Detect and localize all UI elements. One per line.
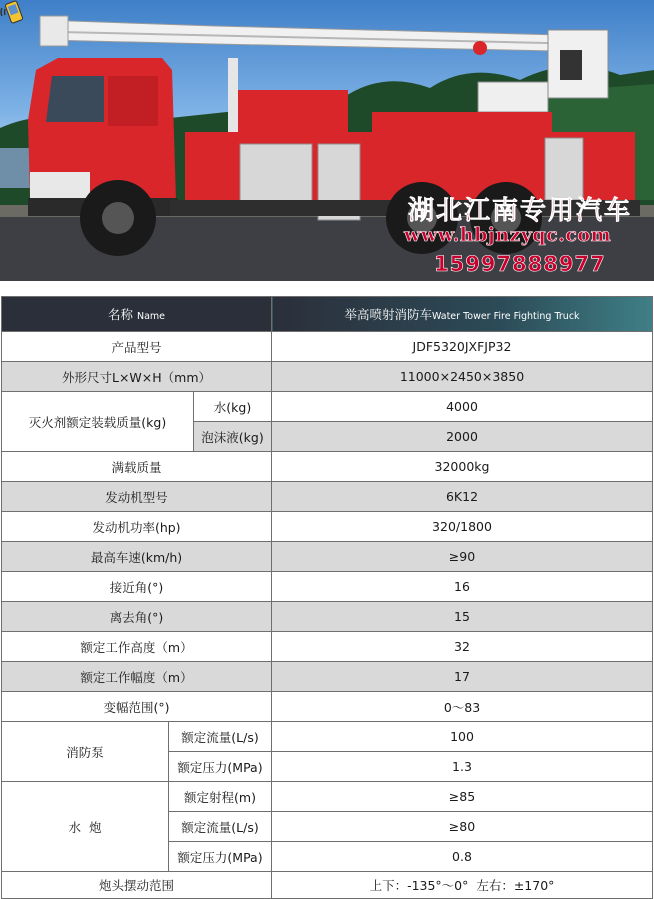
row-label: 发动机功率(hp): [2, 512, 272, 542]
header-value-en: Water Tower Fire Fighting Truck: [431, 311, 580, 322]
sub-label: 额定射程(m): [169, 782, 272, 812]
row-value: 15: [272, 602, 653, 632]
table-row: [2, 632, 653, 662]
row-label: 最高车速(km/h): [2, 542, 272, 572]
row-value: 0.8: [272, 842, 653, 872]
row-label: 额定工作高度（m）: [2, 632, 272, 662]
row-label: 接近角(°): [2, 572, 272, 602]
header-value: 举高喷射消防车: [344, 307, 432, 322]
row-value: ≥90: [272, 542, 653, 572]
row-value: 100: [272, 722, 653, 752]
watermark-company-name: 湖北江南专用汽车: [408, 196, 633, 226]
table-row: [2, 662, 653, 692]
spec-table: [1, 296, 653, 899]
row-label: 变幅范围(°): [2, 692, 272, 722]
header-name-cell: [2, 297, 272, 332]
row-value: 2000: [272, 422, 653, 452]
header-name-label-en: Name: [136, 311, 166, 322]
sub-label: 额定流量(L/s): [169, 812, 272, 842]
row-value: ≥85: [272, 782, 653, 812]
row-label: 满载质量: [2, 452, 272, 482]
table-row: [2, 542, 653, 572]
table-row: [2, 572, 653, 602]
table-row: [2, 722, 653, 752]
header-name-label: 名称: [107, 307, 133, 322]
row-label: 发动机型号: [2, 482, 272, 512]
row-value: 16: [272, 572, 653, 602]
row-value: 6K12: [272, 482, 653, 512]
table-row: [2, 362, 653, 392]
row-value: 0～83: [272, 692, 653, 722]
table-row: [2, 512, 653, 542]
row-label: 离去角(°): [2, 602, 272, 632]
row-label: 外形尺寸L×W×H（mm）: [2, 362, 272, 392]
row-value: 32: [272, 632, 653, 662]
row-value: 4000: [272, 392, 653, 422]
sub-label: 额定流量(L/s): [169, 722, 272, 752]
row-value: ≥80: [272, 812, 653, 842]
sub-label: 额定压力(MPa): [169, 842, 272, 872]
row-label: 炮头摆动范围: [2, 872, 272, 899]
table-row: [2, 602, 653, 632]
sub-label: 泡沫液(kg): [194, 422, 272, 452]
table-row: [2, 392, 653, 422]
row-value: 17: [272, 662, 653, 692]
row-value: 320/1800: [272, 512, 653, 542]
phone-icon: [0, 0, 26, 24]
sub-label: 水(kg): [194, 392, 272, 422]
table-header-row: [2, 297, 653, 332]
row-value: JDF5320JXFJP32: [272, 332, 653, 362]
row-value: 1.3: [272, 752, 653, 782]
row-value: 11000×2450×3850: [272, 362, 653, 392]
table-row: [2, 482, 653, 512]
table-row: [2, 782, 653, 812]
row-label: 额定工作幅度（m）: [2, 662, 272, 692]
header-value-cell: [272, 297, 653, 332]
row-label: 产品型号: [2, 332, 272, 362]
table-row: [2, 872, 653, 899]
table-row: [2, 692, 653, 722]
group-label: 消防泵: [2, 722, 169, 782]
table-row: [2, 452, 653, 482]
row-value: 上下：-135°～0° 左右：±170°: [272, 872, 653, 899]
row-label: 灭火剂额定装载质量(kg): [2, 392, 194, 452]
watermark-phone: 15997888977: [434, 252, 606, 276]
truck-photo: [0, 0, 654, 281]
sub-label: 额定压力(MPa): [169, 752, 272, 782]
watermark-website: www.hbjnzyqc.com: [404, 224, 612, 246]
row-value: 32000kg: [272, 452, 653, 482]
group-label: 水 炮: [2, 782, 169, 872]
table-row: [2, 332, 653, 362]
